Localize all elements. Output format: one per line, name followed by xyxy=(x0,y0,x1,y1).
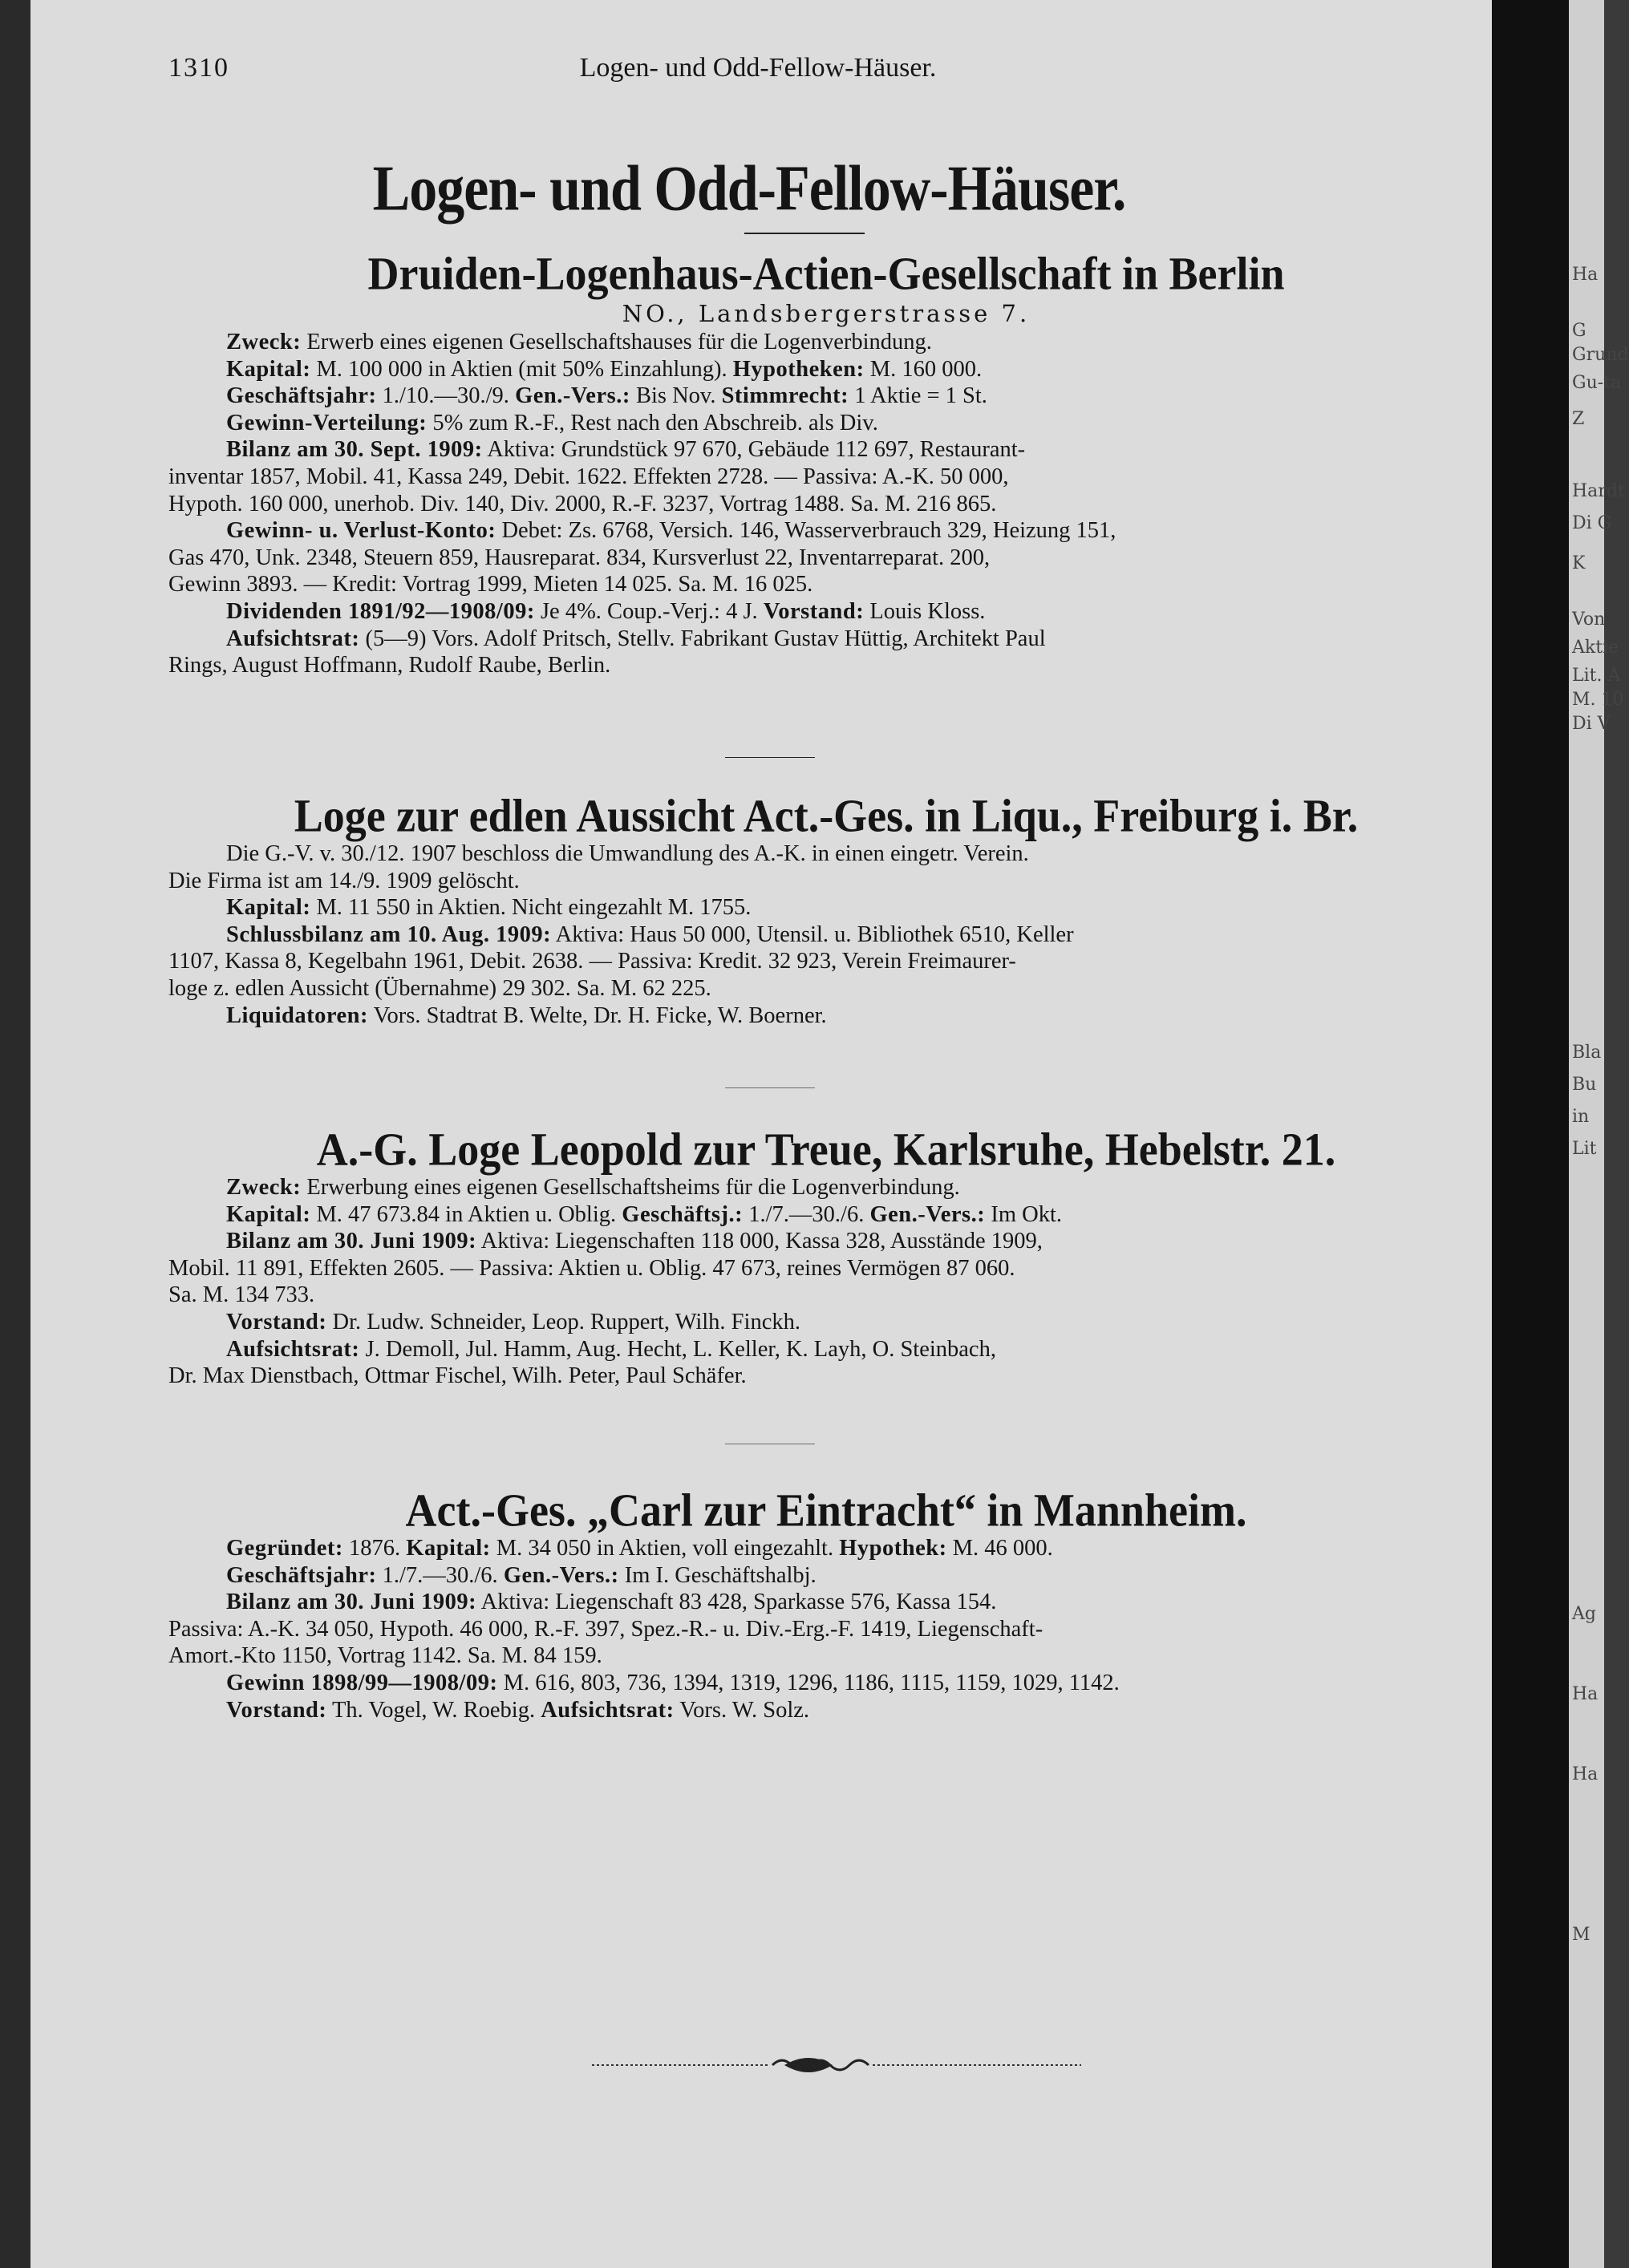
adjacent-page-fragment: Gu-ta xyxy=(1572,373,1622,393)
field-value: Die G.-V. v. 30./12. 1907 beschloss die Umwandlung des A.-K. in einen eingetr. Verein. xyxy=(226,841,1029,866)
field-label: Kapital: xyxy=(406,1536,491,1561)
field-label: Bilanz am 30. Juni 1909: xyxy=(226,1229,477,1254)
entry-address: NO., Landsbergerstrasse 7. xyxy=(622,300,1031,327)
entry-line xyxy=(168,868,1484,895)
field-value: Sa. M. 134 733. xyxy=(168,1282,315,1308)
field-value: Die Firma ist am 14./9. 1909 gelöscht. xyxy=(168,868,520,893)
field-value: 1./10.—30./9. xyxy=(376,383,516,409)
adjacent-page-fragment: Lit xyxy=(1572,1139,1597,1159)
closing-ornament xyxy=(30,2053,1492,2077)
field-value: Erwerb eines eigenen Gesellschaftshauses für die Logenverbindung. xyxy=(301,330,932,354)
adjacent-page-edge xyxy=(1569,0,1629,2268)
entry-line xyxy=(168,1282,1484,1309)
entry-line xyxy=(168,464,1484,491)
field-value: Th. Vogel, W. Roebig. xyxy=(326,1697,541,1723)
field-value: 1876. xyxy=(342,1536,407,1561)
entry-line xyxy=(168,1363,1484,1390)
entry-heading: A.-G. Loge Leopold zur Treue, Karlsruhe, Hebelstr. 21. xyxy=(316,1123,1336,1176)
page-title: Logen- und Odd-Fellow-Häuser. xyxy=(372,153,1126,225)
entry-line xyxy=(168,571,1484,598)
field-label: Gegründet: xyxy=(226,1536,343,1561)
entry-line xyxy=(168,626,1484,653)
entry-body xyxy=(168,329,1484,679)
entry-line xyxy=(168,436,1484,464)
field-label: Kapital: xyxy=(226,356,311,382)
field-value: Debet: Zs. 6768, Versich. 146, Wasserverbrauch 329, Heizung 151, xyxy=(496,518,1116,544)
field-value: Dr. Max Dienstbach, Ottmar Fischel, Wilh. Peter, Paul Schäfer. xyxy=(168,1363,747,1389)
field-label: Vorstand: xyxy=(226,1697,327,1723)
running-header xyxy=(168,53,1347,85)
adjacent-page-fragment: Von xyxy=(1572,610,1606,630)
field-label: Gewinn 1898/99—1908/09: xyxy=(226,1670,498,1695)
field-label: Zweck: xyxy=(226,1175,302,1200)
entry-line xyxy=(168,410,1484,437)
section-divider xyxy=(725,1087,815,1088)
field-value: Dr. Ludw. Schneider, Leop. Ruppert, Wilh. Finckh. xyxy=(326,1309,800,1334)
field-value: J. Demoll, Jul. Hamm, Aug. Hecht, L. Keller, K. Layh, O. Steinbach, xyxy=(359,1336,996,1362)
entry-line xyxy=(168,1201,1484,1229)
field-label: Aufsichtsrat: xyxy=(541,1697,675,1723)
entry-body xyxy=(168,1535,1484,1723)
running-title: Logen- und Odd-Fellow-Häuser. xyxy=(579,53,937,83)
field-label: Aufsichtsrat: xyxy=(226,626,360,651)
book-gutter xyxy=(1492,0,1569,2268)
entry-line xyxy=(168,1642,1484,1670)
adjacent-page-fragment: Di V xyxy=(1572,714,1611,734)
field-value: M. 47 673.84 in Aktien u. Oblig. xyxy=(310,1201,622,1227)
field-value: Im I. Geschäftshalbj. xyxy=(618,1562,817,1588)
adjacent-page-fragment: Ag xyxy=(1572,1604,1596,1624)
field-value: Aktiva: Liegenschaften 118 000, Kassa 328, Ausstände 1909, xyxy=(476,1229,1043,1254)
entry-heading: Druiden-Logenhaus-Actien-Gesellschaft in Berlin xyxy=(367,247,1285,300)
field-value: M. 100 000 in Aktien (mit 50% Einzahlung). xyxy=(310,356,733,382)
adjacent-page-fragment: K xyxy=(1572,553,1586,573)
field-value: Im Okt. xyxy=(985,1201,1063,1227)
field-value: Aktiva: Liegenschaft 83 428, Sparkasse 576, Kassa 154. xyxy=(476,1590,997,1615)
field-value: Passiva: A.-K. 34 050, Hypoth. 46 000, R.-F. 397, Spez.-R.- u. Div.-Erg.-F. 1419, Liegenschaft- xyxy=(168,1616,1043,1642)
field-value: Mobil. 11 891, Effekten 2605. — Passiva: Aktien u. Oblig. 47 673, reines Vermögen 87 060. xyxy=(168,1255,1015,1281)
entry-line xyxy=(168,1228,1484,1255)
entry-line xyxy=(168,383,1484,410)
adjacent-page-fragment: Hardt xyxy=(1572,481,1625,501)
entry-line xyxy=(168,545,1484,572)
document-page xyxy=(30,0,1492,2268)
entry-line xyxy=(168,1670,1484,1697)
field-value: Vors. Stadtrat B. Welte, Dr. H. Ficke, W. Boerner. xyxy=(368,1002,827,1028)
page-number: 1310 xyxy=(168,53,229,83)
field-label: Dividenden 1891/92—1908/09: xyxy=(226,598,535,624)
entry-heading: Act.-Ges. „Carl zur Eintracht“ in Mannheim. xyxy=(405,1484,1247,1537)
section-divider xyxy=(725,757,815,758)
field-value: Gewinn 3893. — Kredit: Vortrag 1999, Mieten 14 025. Sa. M. 16 025. xyxy=(168,572,813,597)
field-label: Gewinn-Verteilung: xyxy=(226,410,428,435)
entry-line xyxy=(168,1255,1484,1282)
adjacent-page-fragment: G xyxy=(1572,321,1586,341)
field-label: Liquidatoren: xyxy=(226,1002,369,1028)
field-value: Amort.-Kto 1150, Vortrag 1142. Sa. M. 84 159. xyxy=(168,1643,602,1669)
field-value: M. 616, 803, 736, 1394, 1319, 1296, 1186, 1115, 1159, 1029, 1142. xyxy=(497,1670,1120,1695)
field-value: Gas 470, Unk. 2348, Steuern 859, Hausreparat. 834, Kursverlust 22, Inventarreparat. 200, xyxy=(168,545,991,570)
entry-line xyxy=(168,1336,1484,1363)
field-label: Aufsichtsrat: xyxy=(226,1336,360,1362)
entry-druiden-logenhaus xyxy=(168,249,1484,679)
field-label: Kapital: xyxy=(226,1201,311,1227)
field-label: Gen.-Vers.: xyxy=(515,383,630,409)
entry-line xyxy=(168,975,1484,1002)
field-value: Louis Kloss. xyxy=(864,598,986,624)
field-value: inventar 1857, Mobil. 41, Kassa 249, Debit. 1622. Effekten 2728. — Passiva: A.-K. 50 000, xyxy=(168,464,1009,489)
field-value: 1 Aktie = 1 St. xyxy=(849,383,987,409)
field-value: Hypoth. 160 000, unerhob. Div. 140, Div. 2000, R.-F. 3237, Vortrag 1488. Sa. M. 216 865. xyxy=(168,491,997,516)
adjacent-page-fragment: Lit. A xyxy=(1572,666,1621,686)
field-label: Bilanz am 30. Sept. 1909: xyxy=(226,437,483,463)
field-label: Geschäftsjahr: xyxy=(226,383,377,409)
entry-line xyxy=(168,517,1484,545)
entry-line xyxy=(168,1174,1484,1201)
adjacent-page-fragment: Bu xyxy=(1572,1075,1597,1095)
scan-margin-left xyxy=(0,0,30,2268)
entry-line xyxy=(168,491,1484,518)
adjacent-page-fragment: Z xyxy=(1572,409,1585,429)
adjacent-page-fragment: Bla xyxy=(1572,1043,1602,1063)
entry-line xyxy=(168,1616,1484,1643)
field-value: M. 34 050 in Aktien, voll eingezahlt. xyxy=(490,1536,840,1561)
field-label: Gen.-Vers.: xyxy=(503,1562,619,1588)
adjacent-page-fragment: Di G xyxy=(1572,513,1612,533)
entry-line xyxy=(168,894,1484,921)
entry-heading: Loge zur edlen Aussicht Act.-Ges. in Liqu., Freiburg i. Br. xyxy=(294,789,1359,842)
adjacent-page-fragment: Ha xyxy=(1572,265,1599,285)
entry-loge-leopold xyxy=(168,1124,1484,1390)
field-label: Hypotheken: xyxy=(732,356,865,382)
adjacent-page-fragment: M. 10 xyxy=(1572,690,1624,710)
field-value: Vors. W. Solz. xyxy=(674,1697,810,1723)
entry-line xyxy=(168,1309,1484,1336)
field-label: Gewinn- u. Verlust-Konto: xyxy=(226,518,496,544)
field-value: 1./7.—30./6. xyxy=(376,1562,504,1588)
field-label: Kapital: xyxy=(226,895,311,921)
entry-line xyxy=(168,652,1484,679)
adjacent-page-fragment: Aktie xyxy=(1572,638,1619,658)
title-rule xyxy=(744,233,865,234)
field-value: Bis Nov. xyxy=(630,383,722,409)
field-value: 1107, Kassa 8, Kegelbahn 1961, Debit. 2638. — Passiva: Kredit. 32 923, Verein Freimaurer- xyxy=(168,949,1016,974)
field-label: Vorstand: xyxy=(763,598,865,624)
field-label: Hypothek: xyxy=(839,1536,947,1561)
field-value: M. 46 000. xyxy=(946,1536,1053,1561)
field-value: M. 160 000. xyxy=(864,356,983,382)
adjacent-page-fragment: Grund xyxy=(1572,345,1629,365)
entry-carl-zur-eintracht xyxy=(168,1485,1484,1723)
field-value: loge z. edlen Aussicht (Übernahme) 29 302. Sa. M. 62 225. xyxy=(168,975,711,1001)
field-label: Geschäftsj.: xyxy=(622,1201,744,1227)
entry-line xyxy=(168,948,1484,975)
field-label: Bilanz am 30. Juni 1909: xyxy=(226,1590,477,1615)
adjacent-page-fragment: in xyxy=(1572,1107,1590,1127)
field-value: Aktiva: Haus 50 000, Utensil. u. Bibliothek 6510, Keller xyxy=(551,921,1074,947)
entry-line xyxy=(168,840,1484,868)
field-value: Aktiva: Grundstück 97 670, Gebäude 112 697, Restaurant- xyxy=(482,437,1026,463)
entry-body xyxy=(168,840,1484,1029)
entry-loge-edlen-aussicht xyxy=(168,791,1484,1029)
entry-line xyxy=(168,1589,1484,1616)
adjacent-page-fragment: M xyxy=(1572,1925,1591,1945)
field-label: Zweck: xyxy=(226,330,302,354)
entry-line xyxy=(168,598,1484,626)
field-value: Erwerbung eines eigenen Gesellschaftsheims für die Logenverbindung. xyxy=(301,1175,960,1200)
entry-line xyxy=(168,1002,1484,1030)
entry-line xyxy=(168,921,1484,949)
field-label: Vorstand: xyxy=(226,1309,327,1334)
adjacent-page-fragment: Ha xyxy=(1572,1764,1599,1784)
field-value: 5% zum R.-F., Rest nach den Abschreib. als Div. xyxy=(427,410,878,435)
field-value: Je 4%. Coup.-Verj.: 4 J. xyxy=(534,598,764,624)
field-label: Schlussbilanz am 10. Aug. 1909: xyxy=(226,921,552,947)
entry-line xyxy=(168,1535,1484,1562)
field-value: Rings, August Hoffmann, Rudolf Raube, Berlin. xyxy=(168,653,611,678)
field-value: (5—9) Vors. Adolf Pritsch, Stellv. Fabrikant Gustav Hüttig, Architekt Paul xyxy=(359,626,1046,651)
field-label: Geschäftsjahr: xyxy=(226,1562,377,1588)
field-value: M. 11 550 in Aktien. Nicht eingezahlt M. 1755. xyxy=(310,895,752,921)
field-label: Gen.-Vers.: xyxy=(869,1201,986,1227)
field-label: Stimmrecht: xyxy=(721,383,849,409)
entry-line xyxy=(168,356,1484,383)
field-value: 1./7.—30./6. xyxy=(743,1201,870,1227)
entry-line xyxy=(168,1697,1484,1724)
entry-line xyxy=(168,329,1484,356)
entry-body xyxy=(168,1174,1484,1390)
adjacent-page-fragment: Ha xyxy=(1572,1684,1599,1704)
entry-line xyxy=(168,1562,1484,1590)
